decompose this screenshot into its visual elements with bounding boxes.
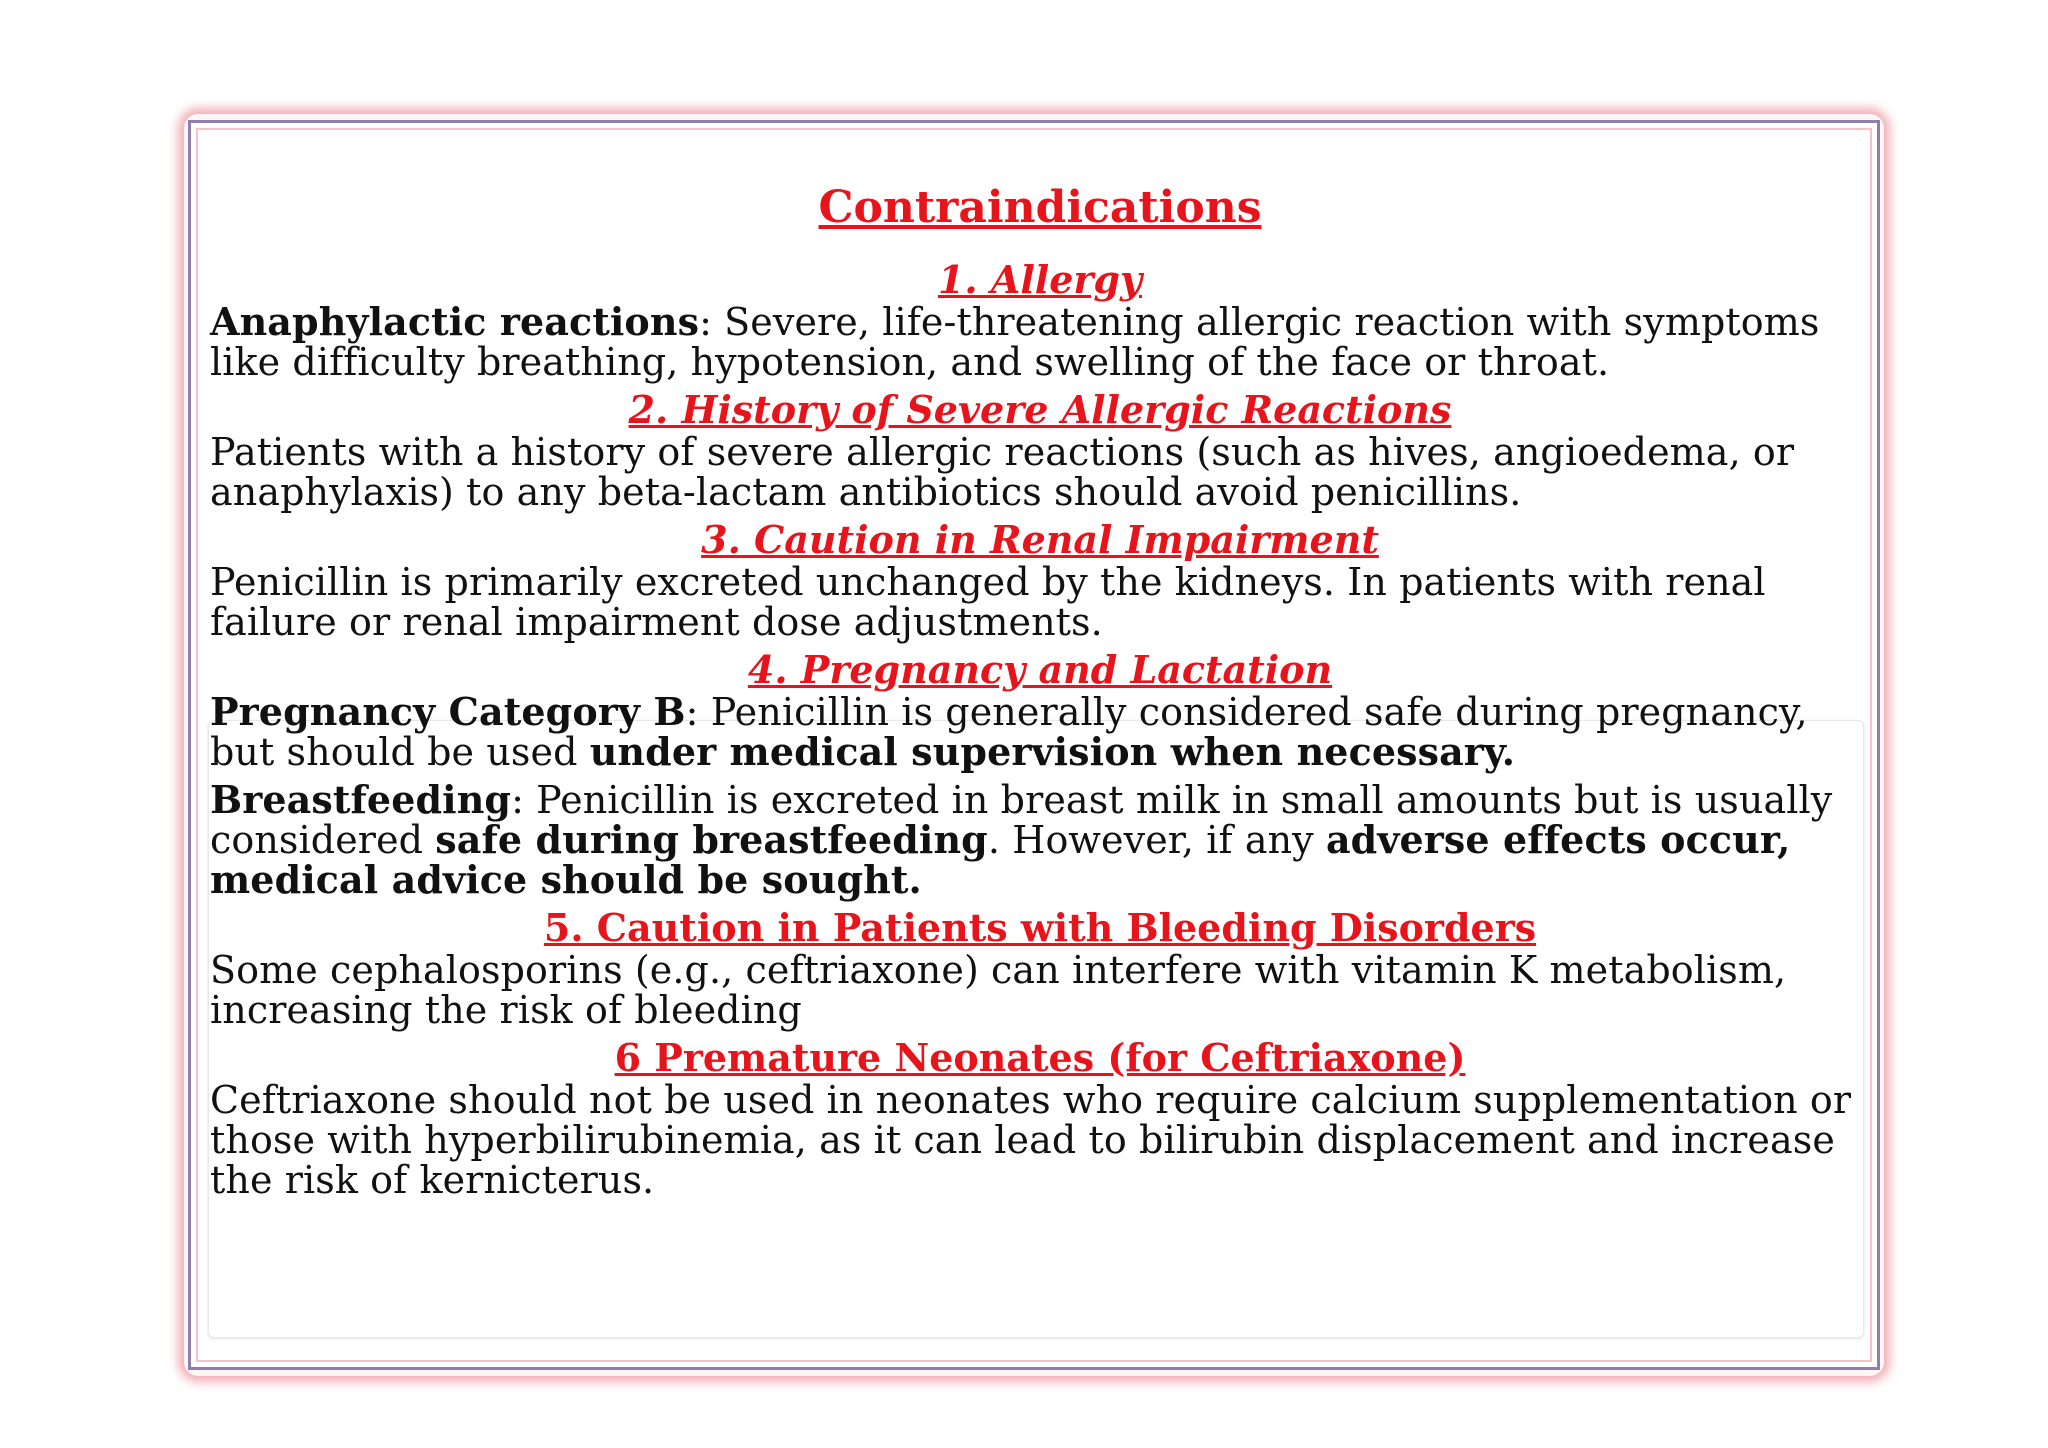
- section-paragraph-anaphylactic: [210, 299, 1870, 384]
- document-title: Contraindications: [818, 182, 1262, 233]
- emphasis-medical-supervision: under medical supervision when necessary.: [589, 729, 1516, 774]
- section-heading-renal: 3. Caution in Renal Impairment: [701, 517, 1379, 562]
- section-paragraph-neonates: [210, 1080, 1870, 1200]
- emphasis-safe-breastfeeding: safe during breastfeeding: [435, 817, 988, 862]
- section-paragraph-renal: [210, 562, 1870, 642]
- section-paragraph-history: [210, 432, 1870, 512]
- emphasis-adverse-effects: adverse effects occur, medical advice should be sought.: [210, 817, 1791, 902]
- section-heading-history-allergic: 2. History of Severe Allergic Reactions: [628, 387, 1452, 432]
- term-breastfeeding: Breastfeeding: [210, 777, 512, 822]
- term-anaphylactic-reactions: Anaphylactic reactions: [210, 299, 700, 344]
- document-content: [210, 180, 1870, 1206]
- paragraph-text: Patients with a history of severe allergic reactions (such as hives, angioedema, or anaphylaxis) to any beta-lactam antibiotics should avoid penicillins.: [210, 430, 1795, 514]
- paragraph-text: : Penicillin is generally considered safe during pregnancy, but should be used: [210, 690, 1808, 774]
- paragraph-text: Penicillin is primarily excreted unchanged by the kidneys. In patients with renal failure or renal impairment dose adjustments.: [210, 560, 1766, 644]
- section-paragraph-breastfeeding: [210, 777, 1870, 902]
- section-heading-pregnancy: 4. Pregnancy and Lactation: [747, 647, 1333, 692]
- section-heading-allergy: 1. Allergy: [937, 257, 1143, 302]
- paragraph-text: Ceftriaxone should not be used in neonates who require calcium supplementation or those with hyperbilirubinemia, as it can lead to bilirubin displacement and increase the risk of kernicterus.: [210, 1078, 1852, 1202]
- paragraph-text: Some cephalosporins (e.g., ceftriaxone) can interfere with vitamin K metabolism, increasing the risk of bleeding: [210, 948, 1787, 1032]
- section-paragraph-pregnancy: [210, 689, 1870, 774]
- term-pregnancy-category: Pregnancy Category B: [210, 689, 686, 734]
- paragraph-text: : Penicillin is excreted in breast milk in small amounts but is usually considered: [210, 778, 1833, 862]
- section-heading-bleeding: 5. Caution in Patients with Bleeding Disorders: [543, 905, 1537, 950]
- section-paragraph-bleeding: [210, 950, 1870, 1030]
- section-heading-neonates: 6 Premature Neonates (for Ceftriaxone): [614, 1035, 1466, 1080]
- paragraph-text-2: . However, if any: [987, 818, 1326, 862]
- paragraph-text: : Severe, life-threatening allergic reaction with symptoms like difficulty breathing, hypotension, and swelling of the face or throat.: [210, 300, 1820, 384]
